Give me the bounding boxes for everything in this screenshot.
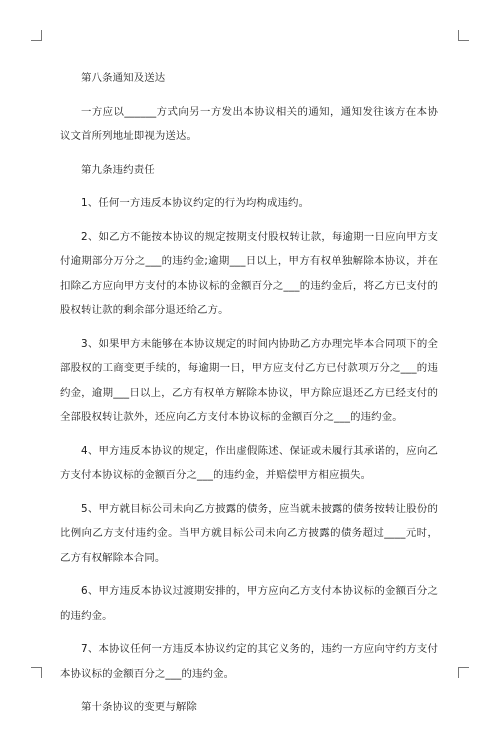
paragraph-clause-6: 6、甲方违反本协议过渡期安排的，甲方应向乙方支付本协议标的金额百分之 的违约金。 (60, 585, 438, 622)
paragraph-clause-1: 1、任何一方违反本协议约定的行为均构成违约。 (81, 197, 310, 209)
paragraph-clause-5: 5、甲方就目标公司未向乙方披露的债务，应当就未披露的债务按转让股份的比例向乙方支付违约金。当甲方就目标公司未向乙方披露的债务超过____元时，乙方有权解除本合同。 (60, 502, 438, 564)
crop-mark-bottom-right (458, 667, 469, 678)
document-page (60, 66, 438, 729)
section-heading-amendment: 第十条协议的变更与解除 (81, 701, 197, 713)
crop-mark-top-left (31, 30, 42, 41)
section-heading-breach: 第九条违约责任 (81, 163, 155, 176)
paragraph-clause-4: 4、甲方违反本协议的规定，作出虚假陈述、保证或未履行其承诺的，应向乙方支付本协议标的金额百分之___的违约金，并赔偿甲方相应损失。 (60, 444, 438, 481)
crop-mark-bottom-left (31, 667, 42, 678)
crop-mark-top-right (458, 30, 469, 41)
paragraph-clause-2: 2、如乙方不能按本协议的规定按期支付股权转让款，每逾期一日应向甲方支付逾期部分万分之___的违约金;逾期___日以上，甲方有权单独解除本协议，并在扣除乙方应向甲方支付的本协议标的金额百分之___的违约金后，将乙方已支付的股权转让款的剩余部分退还给乙方。 (60, 230, 438, 316)
paragraph-notice-method: 一方应以______方式向另一方发出本协议相关的通知，通知发往该方在本协议文首所列地址即视为送达。 (60, 105, 438, 142)
paragraph-clause-3: 3、如果甲方未能够在本协议规定的时间内协助乙方办理完毕本合同项下的全部股权的工商变更手续的，每逾期一日，甲方应支付乙方已付款项万分之___的违约金，逾期___日以上，乙方有权单方解除本协议，甲方除应退还乙方已经支付的全部股权转让款外，还应向乙方支付本协议标的金额百分之___的违约金。 (60, 337, 438, 423)
paragraph-clause-7: 7、本协议任何一方违反本协议约定的其它义务的，违约一方应向守约方支付本协议标的金额百分之___的违约金。 (60, 643, 438, 680)
section-heading-notice: 第八条通知及送达 (81, 72, 166, 84)
